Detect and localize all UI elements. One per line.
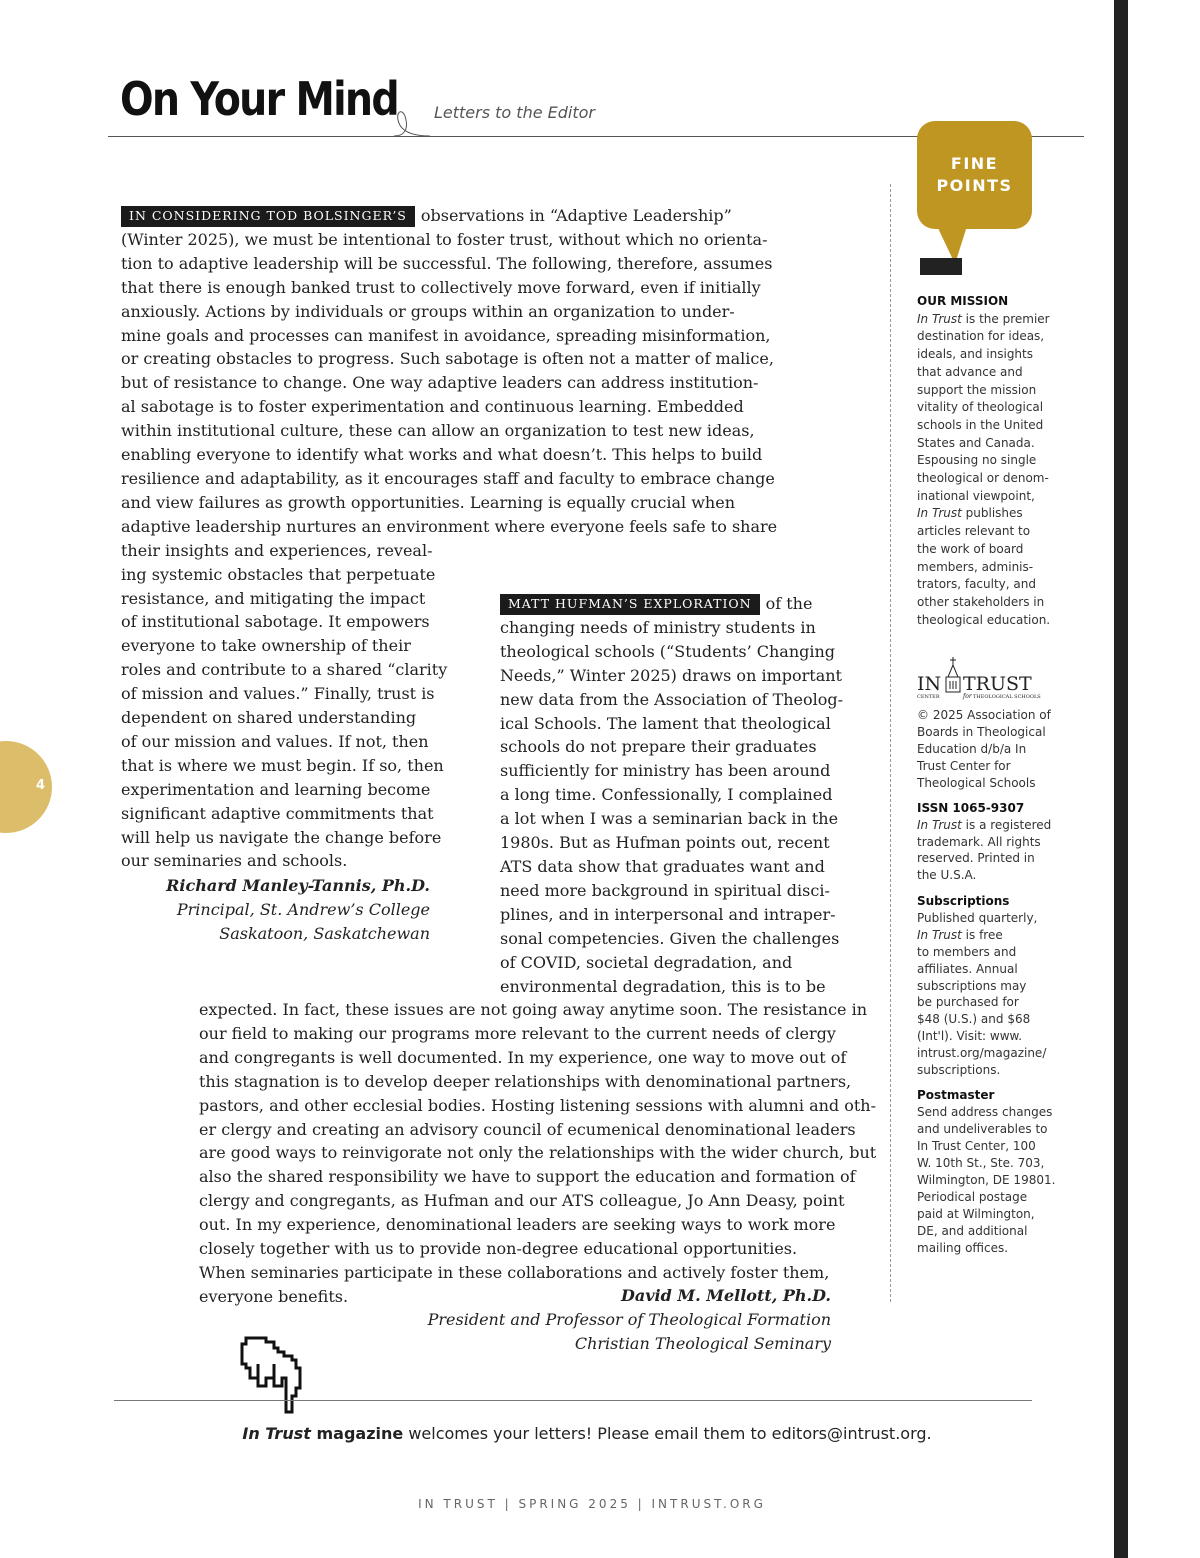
page-edge-bar [1114,0,1128,1558]
bottom-rule [114,1400,1032,1401]
letter-2-line: schools do not prepare their graduates [500,737,817,757]
page-number: 4 [36,778,46,793]
page-subtitle: Letters to the Editor [434,103,595,122]
mission-line: articles relevant to [917,524,1031,539]
fine-points-line-2: POINTS [936,176,1013,195]
letter-2-line: a long time. Confessionally, I complained [500,785,833,805]
subscriptions-line: intrust.org/magazine/ [917,1046,1047,1061]
letter-2-line: out. In my experience, denominational leaders are seeking ways to work more [199,1215,836,1235]
postmaster-line: Wilmington, DE 19801. [917,1173,1056,1187]
letter-2-author-place: Christian Theological Seminary [574,1333,831,1353]
letter-2-line: closely together with us to provide non-degree educational opportunities. [199,1239,798,1259]
issn-line: reserved. Printed in [917,851,1035,866]
letters-invitation [0,1424,1174,1443]
fine-points-block [920,258,962,275]
letter-2-line: plines, and in interpersonal and intraper- [500,904,836,924]
letter-2-line: this stagnation is to develop deeper relationships with denominational partners, [199,1071,852,1091]
letter-2-line: ATS data show that graduates want and [500,856,825,876]
subscriptions-heading: Subscriptions [917,894,1010,908]
issn-line: In Trust is a registered [917,817,1052,832]
issn-line: trademark. All rights [917,834,1041,849]
letter-2-line: theological schools (“Students’ Changing [500,641,836,661]
letter-2-line: and congregants is well documented. In my experience, one way to move out of [199,1047,847,1067]
copyright-line: Trust Center for [917,759,1011,773]
copyright-text [917,707,1057,792]
letter-2-line: also the shared responsibility we have to support the education and formation of [199,1167,856,1187]
subscriptions-line: subscriptions may [917,978,1027,993]
letter-2-line: 1980s. But as Hufman points out, recent [500,833,830,853]
letter-2-body [199,998,876,1285]
subscriptions-line: $48 (U.S.) and $68 [917,1012,1031,1027]
letter-2-last-line: everyone benefits. [199,1286,349,1306]
subscriptions-line: be purchased for [917,995,1019,1010]
mission-section [917,293,1057,629]
letter-1-line: significant adaptive commitments that [121,803,434,823]
letter-1-line: resilience and adaptability, as it encourages staff and faculty to embrace change [121,468,775,488]
letter-1-author: Richard Manley-Tannis, Ph.D. [166,876,430,895]
subscriptions-line: to members and [917,944,1017,959]
postmaster-line: Periodical postage [917,1190,1028,1204]
copyright-line: Education d/b/a In [917,742,1027,756]
in-trust-logo [917,655,1057,700]
mission-line: the work of board [917,541,1024,556]
fine-points-line-1: FINE [950,154,999,173]
mission-line: theological or denom- [917,471,1049,486]
postmaster-line: and undeliverables to [917,1122,1048,1136]
letter-2-line: sonal competencies. Given the challenges [500,928,840,948]
logo-center: CENTER [917,694,940,700]
copyright-line: © 2025 Association of [917,708,1051,722]
letter-1-line: mine goals and processes can manifest in avoidance, spreading misinformation, [121,325,771,345]
postmaster-line: Send address changes [917,1105,1053,1119]
letter-1-line: dependent on shared understanding [121,708,417,728]
letter-1-line: their insights and experiences, reveal- [121,540,433,560]
letter-2-author: David M. Mellott, Ph.D. [621,1286,831,1305]
subscriptions-line: (Int'l). Visit: www. [917,1029,1023,1044]
letter-2-line: a lot when I was a seminarian back in the [500,809,839,829]
logo-for: for [963,693,972,700]
letter-1-first-line [121,204,777,228]
subscriptions-section [917,893,1057,1079]
subscriptions-text [917,910,1057,1079]
welcome-magazine-word: magazine [316,1424,404,1443]
letter-1-line: enabling everyone to identify what works and what doesn’t. This helps to build [121,445,763,465]
letter-2-line: new data from the Association of Theolog- [500,689,844,709]
letter-1-line: that is where we must begin. If so, then [121,755,444,775]
sidebar-divider [890,184,891,1302]
subscriptions-line: affiliates. Annual [917,961,1018,976]
letter-1-line: everyone to take ownership of their [121,636,411,656]
letter-2-line: our field to making our programs more relevant to the current needs of clergy [199,1023,836,1043]
postmaster-heading: Postmaster [917,1088,995,1102]
mission-line: theological education. [917,612,1051,627]
letter-2-body-narrow [500,616,843,999]
issn-heading: ISSN 1065-9307 [917,801,1025,815]
letter-1-line: anxiously. Actions by individuals or groups within an organization to under- [121,301,735,321]
letter-2-line: When seminaries participate in these collaborations and actively foster them, [199,1262,830,1282]
letter-2-line: need more background in spiritual disci- [500,880,830,900]
letter-1-line: our seminaries and schools. [121,851,348,871]
postmaster-line: In Trust Center, 100 [917,1139,1036,1153]
postmaster-line: paid at Wilmington, [917,1207,1035,1221]
mission-text [917,311,1057,630]
subscriptions-line: In Trust is free [917,927,1003,942]
postmaster-line: DE, and additional [917,1224,1028,1238]
letter-1-line: that there is enough banked trust to collectively move forward, even if initially [121,277,761,297]
letter-1-line: al sabotage is to foster experimentation and continuous learning. Embedded [121,397,744,417]
letter-1-line: adaptive leadership nurtures an environment where everyone feels safe to share [121,516,778,536]
issn-text [917,817,1057,884]
mission-line: vitality of theological [917,400,1044,415]
postmaster-line: mailing offices. [917,1241,1009,1255]
mission-line: destination for ideas, [917,329,1045,344]
mission-line: In Trust is the premier [917,311,1050,326]
mission-line: Espousing no single [917,453,1037,468]
postmaster-section [917,1087,1057,1257]
letter-1-line: roles and contribute to a shared “clarity [121,660,448,680]
letter-2-line: environmental degradation, this is to be [500,976,826,996]
issn-section [917,800,1057,884]
letter-1-signature [121,874,430,946]
logo-trust: TRUST [963,673,1032,695]
pointing-hand-icon [238,1334,304,1414]
letter-2-line: are good ways to reinvigorate not only the relationships with the wider church, but [199,1143,877,1163]
subscriptions-line: Published quarterly, [917,910,1038,925]
mission-line: that advance and [917,364,1023,379]
mission-line: members, adminis- [917,559,1034,574]
letter-2-line: clergy and congregants, as Hufman and our ATS colleague, Jo Ann Deasy, point [199,1191,845,1211]
letter-2-line: er clergy and creating an advisory council of ecumenical denominational leaders [199,1119,856,1139]
postmaster-line: W. 10th St., Ste. 703, [917,1156,1045,1170]
letter-1-line: resistance, and mitigating the impact [121,588,426,608]
letter-1-kicker: IN CONSIDERING TOD BOLSINGER’S [121,206,415,227]
letter-1-line: will help us navigate the change before [121,827,442,847]
loop-ornament-icon [392,100,432,140]
letter-2-kicker: MATT HUFMAN’S EXPLORATION [500,594,760,615]
mission-line: schools in the United [917,417,1044,432]
letter-1-line: of institutional sabotage. It empowers [121,612,430,632]
mission-line: inational viewpoint, [917,488,1035,503]
fine-points-bubble [917,121,1032,229]
letter-2-top [500,592,843,998]
mission-line: In Trust publishes [917,506,1023,521]
letter-1-line: (Winter 2025), we must be intentional to foster trust, without which no orienta- [121,229,768,249]
logo-theological-schools: THEOLOGICAL SCHOOLS [973,694,1041,700]
letter-1-line: and view failures as growth opportunities. Learning is equally crucial when [121,492,735,512]
letter-1-line: experimentation and learning become [121,779,431,799]
letter-2-line: sufficiently for ministry has been around [500,761,831,781]
welcome-magazine-name: In Trust [242,1424,311,1443]
letter-1-author-title: Principal, St. Andrew’s College [176,899,430,919]
letter-1-body [121,228,777,539]
letter-1-line: tion to adaptive leadership will be successful. The following, therefore, assumes [121,253,773,273]
page-footer: IN TRUST | SPRING 2025 | INTRUST.ORG [418,1497,766,1511]
mission-line: States and Canada. [917,435,1035,450]
letter-1-line: but of resistance to change. One way adaptive leaders can address institution- [121,373,759,393]
letter-1-line: within institutional culture, these can allow an organization to test new ideas, [121,421,755,441]
logo-in: IN [917,673,942,695]
letter-1-line: of our mission and values. If not, then [121,731,429,751]
postmaster-text [917,1104,1057,1257]
mission-line: trators, faculty, and [917,577,1036,592]
mission-line: support the mission [917,382,1037,397]
page-title: On Your Mind [120,72,398,126]
letter-1-line: of mission and values.” Finally, trust is [121,684,435,704]
letter-2-line: ical Schools. The lament that theological [500,713,831,733]
letter-2-author-title: President and Professor of Theological Formation [427,1309,831,1329]
letter-1-line: ing systemic obstacles that perpetuate [121,564,436,584]
welcome-text: welcomes your letters! Please email them to editors@intrust.org. [408,1424,932,1443]
mission-line: other stakeholders in [917,594,1045,609]
letter-2-signature [400,1284,831,1356]
mission-heading: OUR MISSION [917,294,1009,308]
letter-2-first-line-rest: of the [765,594,813,613]
issn-line: the U.S.A. [917,868,977,883]
copyright-line: Boards in Theological [917,725,1046,739]
subscriptions-line: subscriptions. [917,1063,1001,1078]
letter-2-line: Needs,” Winter 2025) draws on important [500,665,842,685]
letter-2-line: of COVID, societal degradation, and [500,952,793,972]
letter-1-line: or creating obstacles to progress. Such sabotage is often not a matter of malice, [121,349,774,369]
letter-1-first-line-rest: observations in “Adaptive Leadership” [420,206,732,225]
letter-1-author-place: Saskatoon, Saskatchewan [219,923,430,943]
letter-2-line: changing needs of ministry students in [500,617,816,637]
letter-2-line: expected. In fact, these issues are not going away anytime soon. The resistance in [199,1000,868,1019]
letter-2-first-line [500,592,843,616]
mission-line: ideals, and insights [917,347,1033,362]
letter-2-bottom [199,998,876,1309]
copyright-line: Theological Schools [917,776,1036,790]
letter-2-line: pastors, and other ecclesial bodies. Hosting listening sessions with alumni and oth- [199,1095,877,1115]
